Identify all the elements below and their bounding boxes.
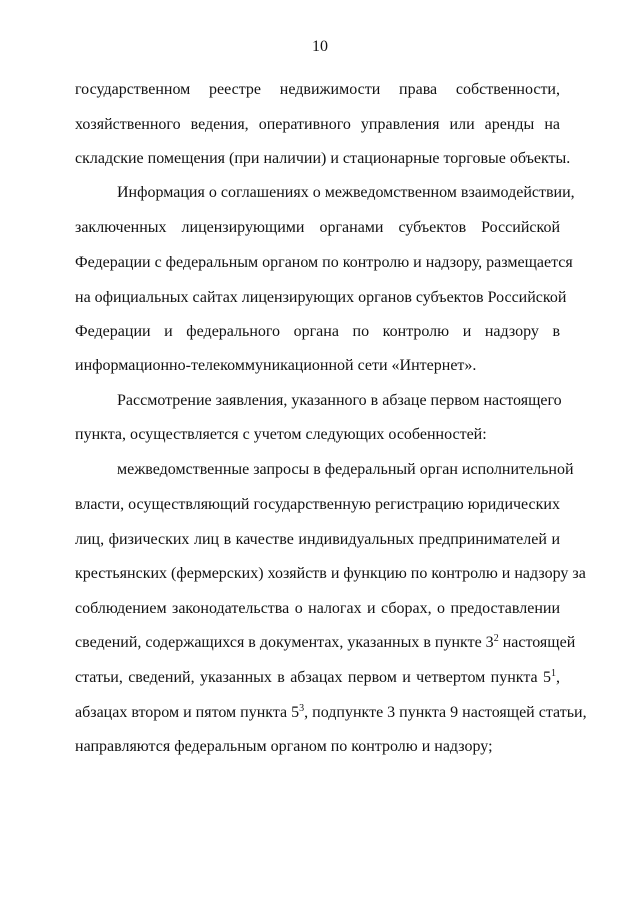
line-text: настоящей bbox=[498, 634, 576, 651]
text-line: пункта, осуществляется с учетом следующих особенностей: bbox=[75, 426, 487, 443]
text-line: государственном реестре недвижимости права собственности, bbox=[75, 81, 560, 98]
line-text: статьи, сведений, указанных в абзацах первом и четвертом пункта 5 bbox=[75, 669, 551, 686]
paragraph-first-line: Информация о соглашениях о межведомственном взаимодействии, bbox=[117, 184, 575, 201]
text-line: лиц, физических лиц в качестве индивидуальных предпринимателей и bbox=[75, 531, 560, 548]
text-line: заключенных лицензирующими органами субъектов Российской bbox=[75, 219, 560, 236]
text-line: Федерации с федеральным органом по контролю и надзору, размещается bbox=[75, 254, 573, 271]
text-line bbox=[75, 633, 576, 653]
line-text: , подпункте 3 пункта 9 настоящей статьи, bbox=[304, 704, 587, 721]
text-line: на официальных сайтах лицензирующих органов субъектов Российской bbox=[75, 289, 567, 306]
text-line: власти, осуществляющий государственную регистрацию юридических bbox=[75, 496, 560, 513]
page-number: 10 bbox=[312, 38, 328, 55]
line-text: сведений, содержащихся в документах, указанных в пункте 3 bbox=[75, 634, 494, 651]
text-line: Федерации и федерального органа по контролю и надзору в bbox=[75, 323, 560, 340]
text-line: крестьянских (фермерских) хозяйств и функцию по контролю и надзору за bbox=[75, 565, 586, 582]
line-text: , bbox=[556, 669, 560, 686]
superscript: 2 bbox=[493, 633, 499, 644]
superscript: 1 bbox=[551, 668, 556, 679]
line-text: абзацах втором и пятом пункта 5 bbox=[75, 704, 300, 721]
text-line bbox=[75, 703, 587, 723]
paragraph-first-line: Рассмотрение заявления, указанного в абзаце первом настоящего bbox=[117, 392, 562, 409]
text-line: складские помещения (при наличии) и стационарные торговые объекты. bbox=[75, 150, 571, 167]
text-line: направляются федеральным органом по контролю и надзору; bbox=[75, 738, 493, 755]
text-line: соблюдением законодательства о налогах и сборах, о предоставлении bbox=[75, 600, 560, 617]
text-line bbox=[75, 668, 560, 688]
paragraph-first-line: межведомственные запросы в федеральный орган исполнительной bbox=[117, 461, 574, 478]
text-line: хозяйственного ведения, оперативного управления или аренды на bbox=[75, 116, 560, 133]
superscript: 3 bbox=[299, 703, 305, 714]
text-line: информационно-телекоммуникационной сети «Интернет». bbox=[75, 357, 477, 374]
